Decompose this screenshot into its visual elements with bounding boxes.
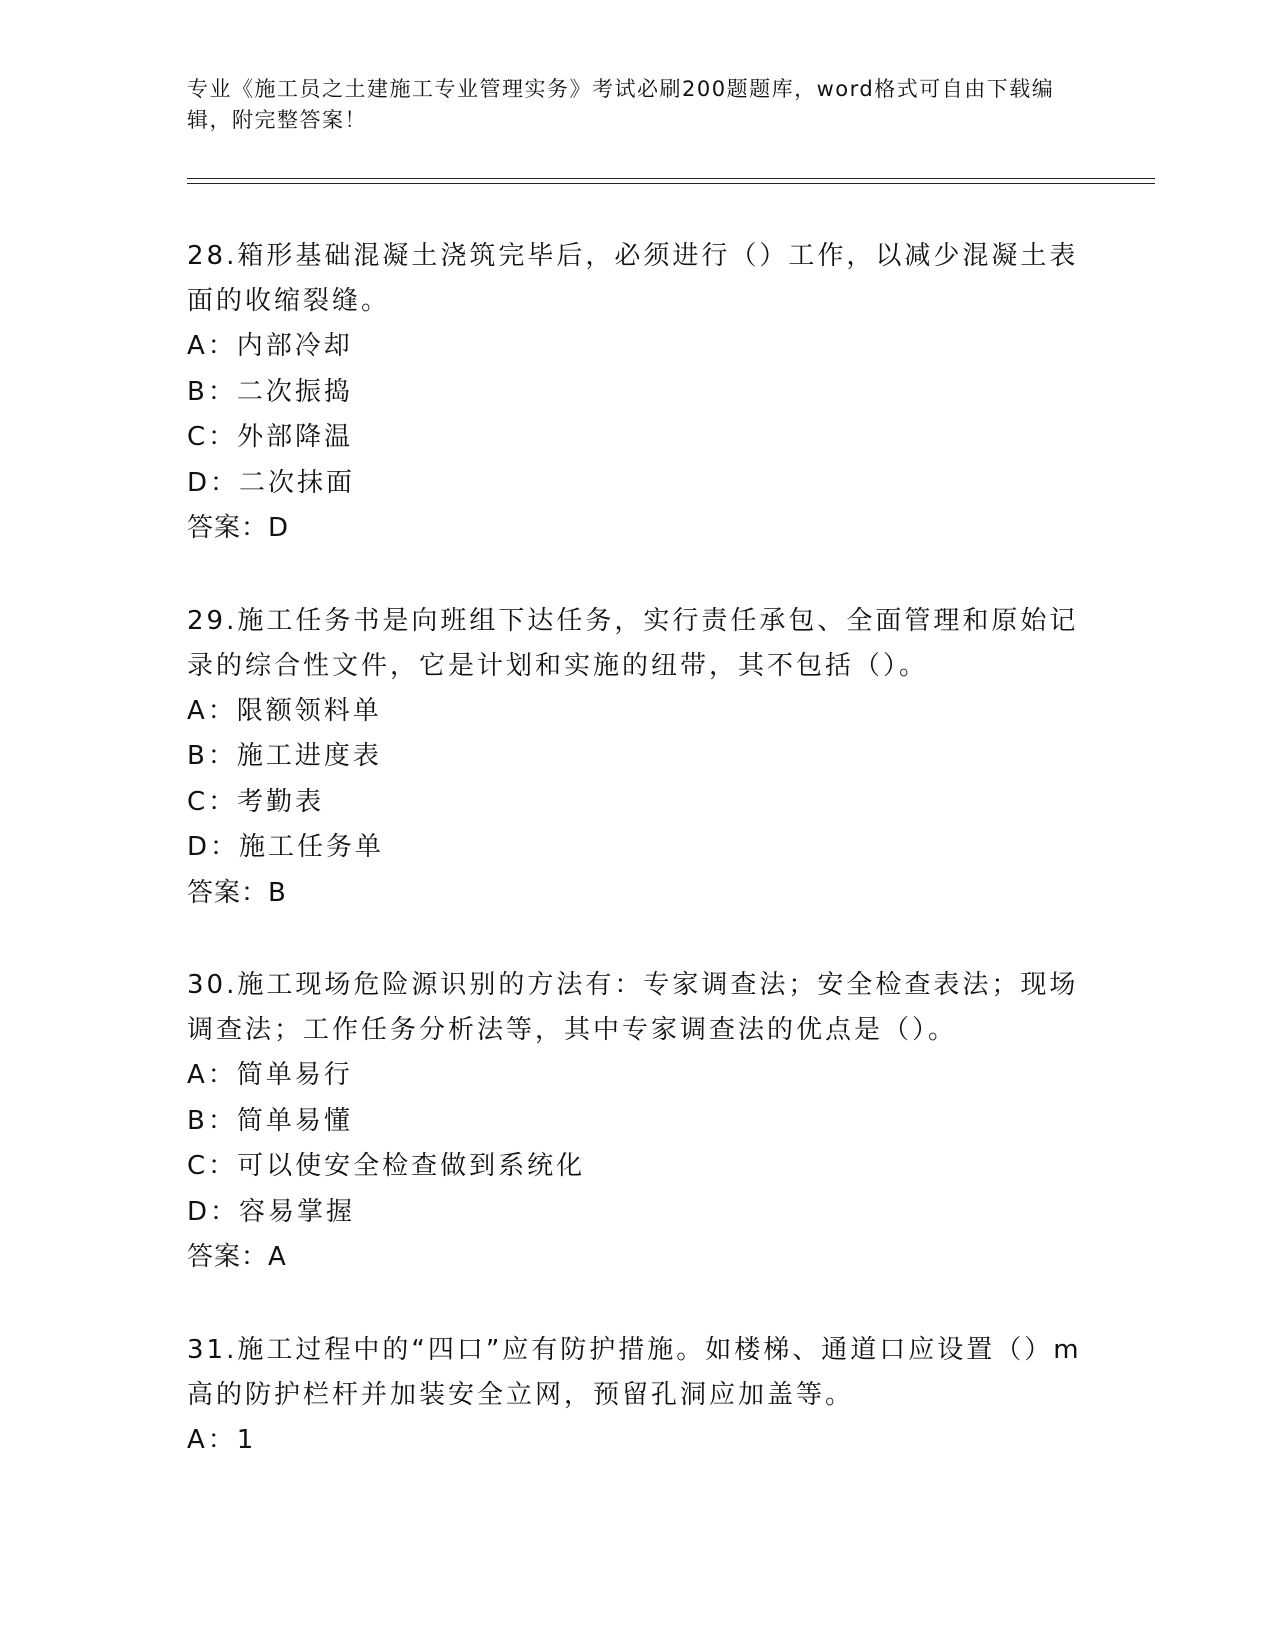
question-28 (187, 234, 1087, 552)
header-rule-top (187, 178, 1155, 179)
option-a: A：内部冷却 (187, 331, 353, 361)
option-c: C：考勤表 (187, 786, 325, 817)
header-rule-bottom (187, 183, 1155, 184)
option-a: A：简单易行 (187, 1060, 353, 1090)
option-b: B：简单易懂 (187, 1105, 353, 1136)
question-30 (187, 963, 1087, 1281)
option-d: D：二次抹面 (187, 467, 356, 498)
answer: 答案：D (187, 513, 290, 543)
option-c: C：可以使安全检查做到系统化 (187, 1151, 586, 1181)
question-text: 29.施工任务书是向班组下达任务，实行责任承包、全面管理和原始记录的综合性文件，它是计划和实施的纽带，其不包括（）。 (187, 605, 1079, 681)
question-29 (187, 599, 1087, 917)
question-text: 30.施工现场危险源识别的方法有：专家调查法；安全检查表法；现场调查法；工作任务分析法等，其中专家调查法的优点是（）。 (187, 970, 1079, 1045)
option-b: B：施工进度表 (187, 741, 382, 771)
answer: 答案：B (187, 877, 287, 908)
option-c: C：外部降温 (187, 422, 354, 452)
question-text: 31.施工过程中的“四口”应有防护措施。如楼梯、通道口应设置（）m高的防护栏杆并加装安全立网，预留孔洞应加盖等。 (187, 1334, 1082, 1410)
option-b: B：二次振捣 (187, 376, 353, 407)
option-d: D：容易掌握 (187, 1196, 356, 1227)
option-a: A：限额领料单 (187, 695, 382, 726)
answer: 答案：A (187, 1242, 287, 1272)
option-d: D：施工任务单 (187, 832, 385, 862)
question-list (187, 234, 1087, 1510)
document-header: 专业《施工员之土建施工专业管理实务》考试必刷200题题库，word格式可自由下载编辑，附完整答案！ (187, 77, 1055, 132)
question-text: 28.箱形基础混凝土浇筑完毕后，必须进行（）工作，以减少混凝土表面的收缩裂缝。 (187, 241, 1079, 316)
question-31 (187, 1328, 1087, 1464)
option-a: A：1 (187, 1424, 257, 1455)
